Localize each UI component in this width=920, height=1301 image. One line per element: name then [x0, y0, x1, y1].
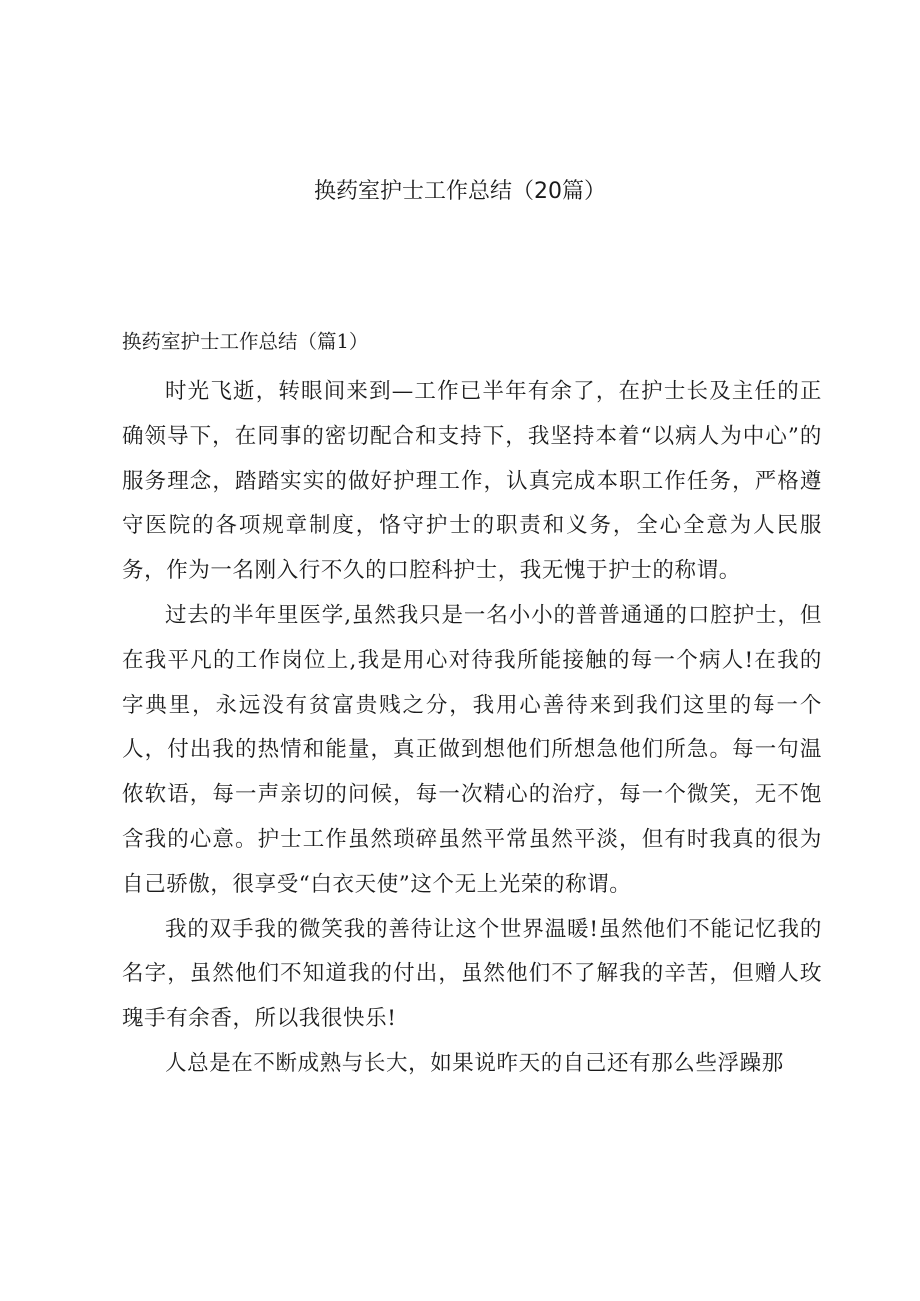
document-body [122, 370, 822, 1087]
document-title: 换药室护士工作总结（20篇） [314, 179, 606, 204]
paragraph-2: 过去的半年里医学,虽然我只是一名小小的普普通通的口腔护士，但在我平凡的工作岗位上,我是用心对待我所能接触的每一个病人!在我的字典里，永远没有贫富贵贱之分，我用心善待来到我们这里的每一个人，付出我的热情和能量，真正做到想他们所想急他们所急。每一句温侬软语，每一声亲切的问候，每一次精心的治疗，每一个微笑，无不饱含我的心意。护士工作虽然琐碎虽然平常虽然平淡，但有时我真的很为自己骄傲，很享受“白衣天使”这个无上光荣的称谓。 [122, 602, 822, 897]
paragraph-4: 人总是在不断成熟与长大，如果说昨天的自己还有那么些浮躁那 [165, 1050, 784, 1076]
section-heading: 换药室护士工作总结（篇1） [122, 330, 369, 353]
paragraph-3: 我的双手我的微笑我的善待让这个世界温暖!虽然他们不能记忆我的名字，虽然他们不知道我的付出，虽然他们不了解我的辛苦，但赠人玫瑰手有余香，所以我很快乐! [122, 916, 822, 1032]
paragraph-1: 时光飞逝，转眼间来到—工作已半年有余了，在护士长及主任的正确领导下，在同事的密切配合和支持下，我坚持本着“以病人为中心”的服务理念，踏踏实实的做好护理工作，认真完成本职工作任务，严格遵守医院的各项规章制度，恪守护士的职责和义务，全心全意为人民服务，作为一名刚入行不久的口腔科护士，我无愧于护士的称谓。 [122, 379, 822, 584]
